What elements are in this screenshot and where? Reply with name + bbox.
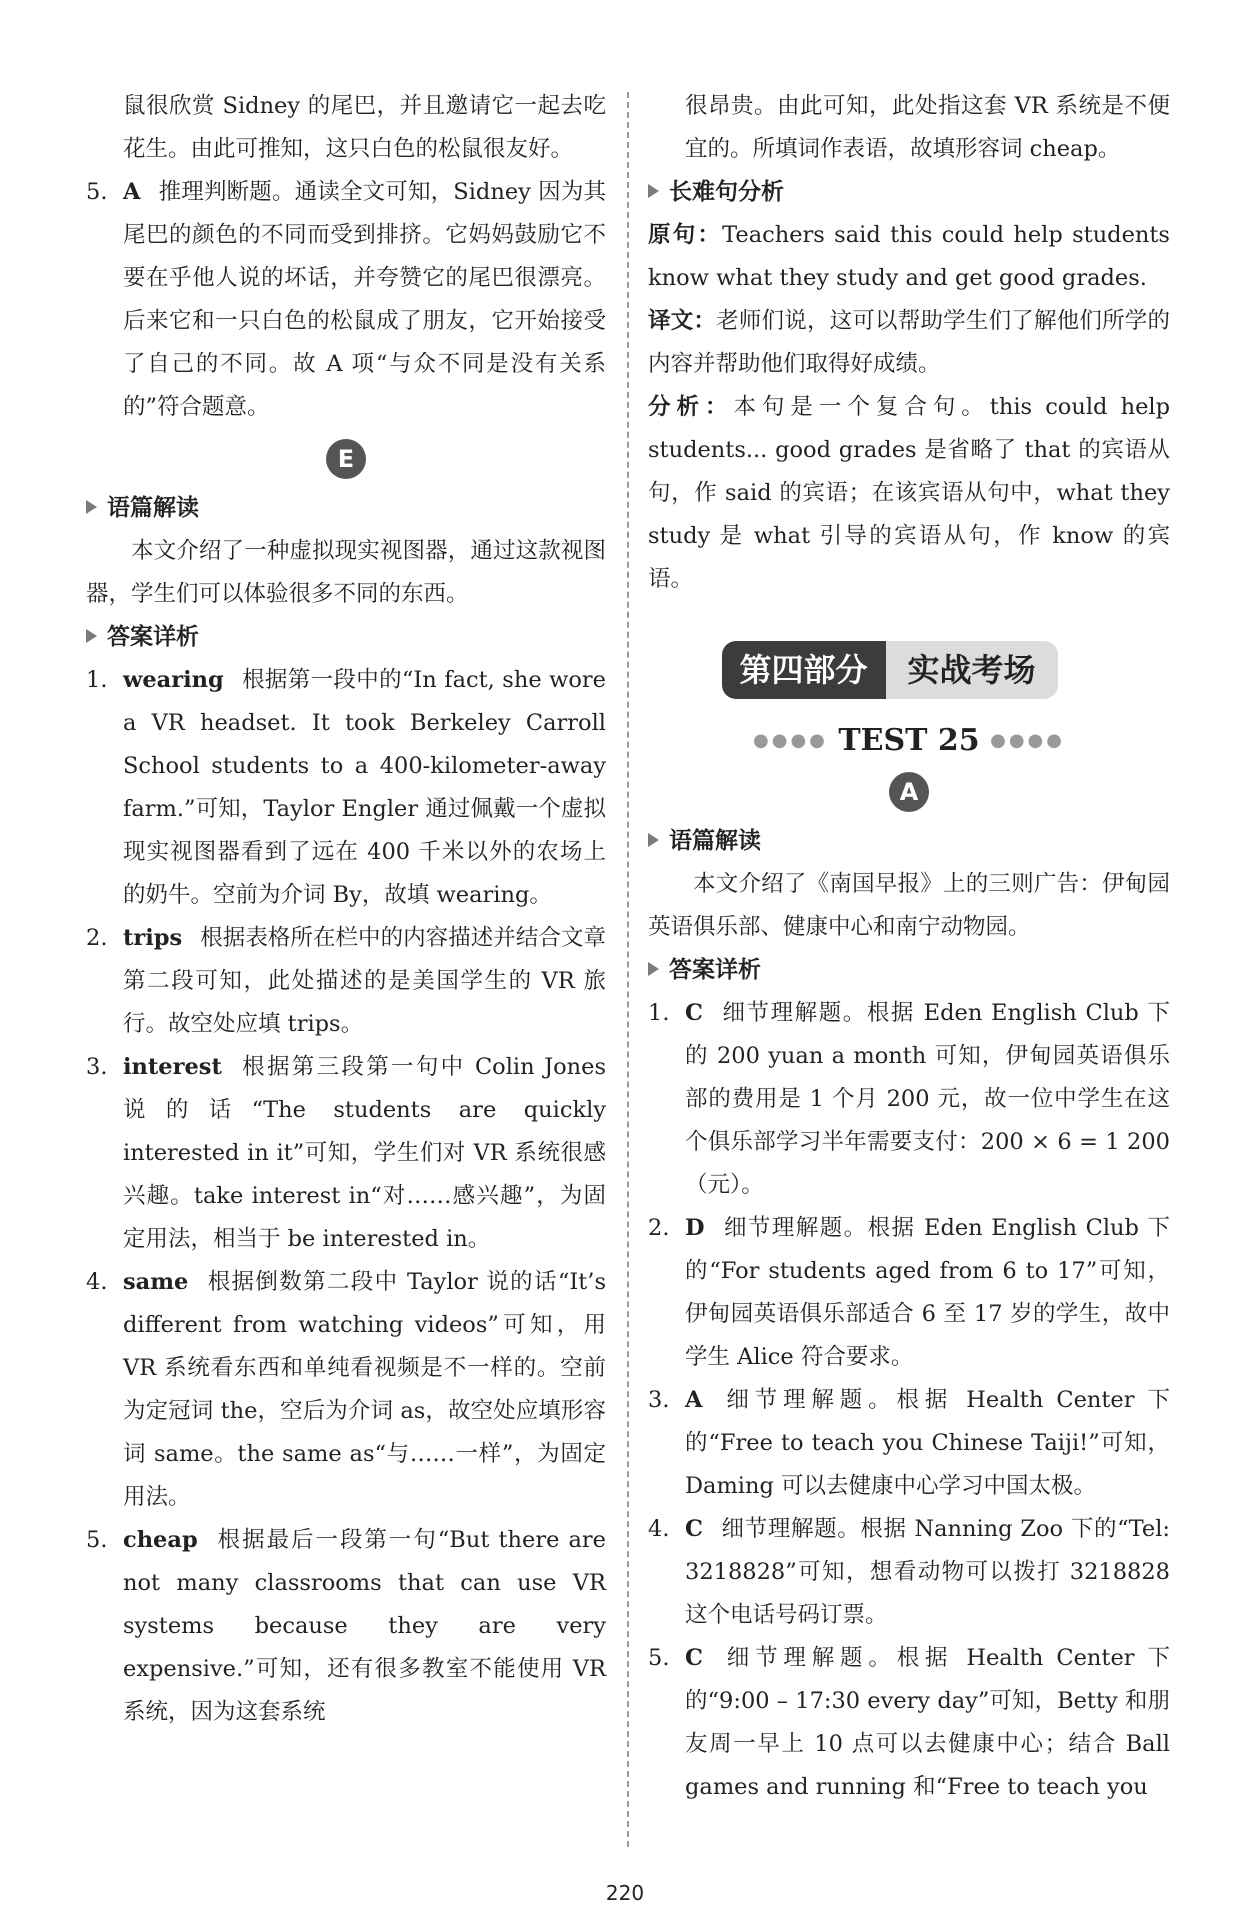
answer-item: 4. same 根据倒数第二段中 Taylor 说的话“It’s different from watching videos”可知，用 VR 系统看东西和单纯看视频是不一样的。空前为定冠词 the，空后为介词 as，故空处应填形容词 same。the same as“与……一样”，为固定用法。 [86, 1269, 606, 1510]
triangle-icon [648, 184, 659, 198]
answer-item: 5. C 细节理解题。根据 Health Center 下的“9:00 – 17:30 every day”可知，Betty 和朋友周一早上 10 点可以去健康中心；结合 Ball games and running 和“Free to teach you [648, 1645, 1170, 1800]
answer-item: 5. A 推理判断题。通读全文可知，Sidney 因为其尾巴的颜色的不同而受到排挤。它妈妈鼓励它不要在乎他人说的坏话，并夸赞它的尾巴很漂亮。后来它和一只白色的松鼠成了朋友，它开始接受了自己的不同。故 A 项“与众不同是没有关系的”符合题意。 [86, 179, 606, 420]
test-title: ●●●● TEST 25 ●●●● [753, 723, 1065, 758]
triangle-icon [86, 500, 97, 514]
section-heading: 语篇解读 [648, 820, 1170, 863]
intro-text: 本文介绍了《南国早报》上的三则广告：伊甸园英语俱乐部、健康中心和南宁动物园。 [648, 871, 1170, 940]
left-column [86, 85, 606, 1734]
page-number: 220 [605, 1881, 645, 1905]
right-column [648, 85, 1170, 1809]
answer-item: 1. wearing 根据第一段中的“In fact, she wore a VR headset. It took Berkeley Carroll School students to a 400-kilometer-away farm.”可知，Taylor Engler 通过佩戴一个虚拟现实视图器看到了远在 400 千米以外的农场上的奶牛。空前为介词 By，故填 wearing。 [86, 667, 606, 908]
section-heading: 语篇解读 [86, 487, 606, 530]
passage-badge: E [326, 439, 366, 479]
section-heading: 答案详析 [86, 616, 606, 659]
intro-text: 本文介绍了一种虚拟现实视图器，通过这款视图器，学生们可以体验很多不同的东西。 [86, 538, 606, 607]
answer-item: 2. trips 根据表格所在栏中的内容描述并结合文章第二段可知，此处描述的是美国学生的 VR 旅行。故空处应填 trips。 [86, 925, 606, 1037]
triangle-icon [86, 629, 97, 643]
passage-badge: A [889, 772, 929, 812]
dots-decoration: ●●●● [753, 730, 828, 751]
dots-decoration: ●●●● [990, 730, 1065, 751]
part-banner: 第四部分 实战考场 [722, 641, 1097, 699]
answer-item: 3. interest 根据第三段第一句中 Colin Jones 说的话“The students are quickly interested in it”可知，学生们对 VR 系统很感兴趣。take interest in“对……感兴趣”，为固定用法，相当于 be interested in。 [86, 1054, 606, 1252]
original-sentence: 原句：Teachers said this could help students know what they study and get good grades. [648, 222, 1170, 291]
section-heading: 答案详析 [648, 949, 1170, 992]
answer-item: 4. C 细节理解题。根据 Nanning Zoo 下的“Tel: 3218828”可知，想看动物可以拨打 3218828 这个电话号码订票。 [648, 1516, 1170, 1628]
answer-item: 2. D 细节理解题。根据 Eden English Club 下的“For students aged from 6 to 17”可知，伊甸园英语俱乐部适合 6 至 17 岁的学生，故中学生 Alice 符合要求。 [648, 1215, 1170, 1370]
section-heading: 长难句分析 [648, 171, 1170, 214]
triangle-icon [648, 962, 659, 976]
analysis: 分析：本句是一个复合句。this could help students... good grades 是省略了 that 的宾语从句，作 said 的宾语；在该宾语从句中，what they study 是 what 引导的宾语从句，作 know 的宾语。 [648, 394, 1170, 592]
triangle-icon [648, 833, 659, 847]
answer-item: 1. C 细节理解题。根据 Eden English Club 下的 200 yuan a month 可知，伊甸园英语俱乐部的费用是 1 个月 200 元，故一位中学生在这个俱乐部学习半年需要支付：200 × 6 = 1 200（元）。 [648, 1000, 1170, 1198]
continued-text: 鼠很欣赏 Sidney 的尾巴，并且邀请它一起去吃花生。由此可推知，这只白色的松鼠很友好。 [123, 93, 606, 162]
continued-text: 很昂贵。由此可知，此处指这套 VR 系统是不便宜的。所填词作表语，故填形容词 cheap。 [685, 93, 1170, 162]
answer-item: 5. cheap 根据最后一段第一句“But there are not many classrooms that can use VR systems because they are very expensive.”可知，还有很多教室不能使用 VR 系统，因为这套系统 [86, 1527, 606, 1725]
translation: 译文：老师们说，这可以帮助学生们了解他们所学的内容并帮助他们取得好成绩。 [648, 308, 1170, 377]
column-divider [627, 92, 629, 1847]
answer-item: 3. A 细节理解题。根据 Health Center 下的“Free to teach you Chinese Taiji!”可知，Daming 可以去健康中心学习中国太极。 [648, 1387, 1170, 1499]
